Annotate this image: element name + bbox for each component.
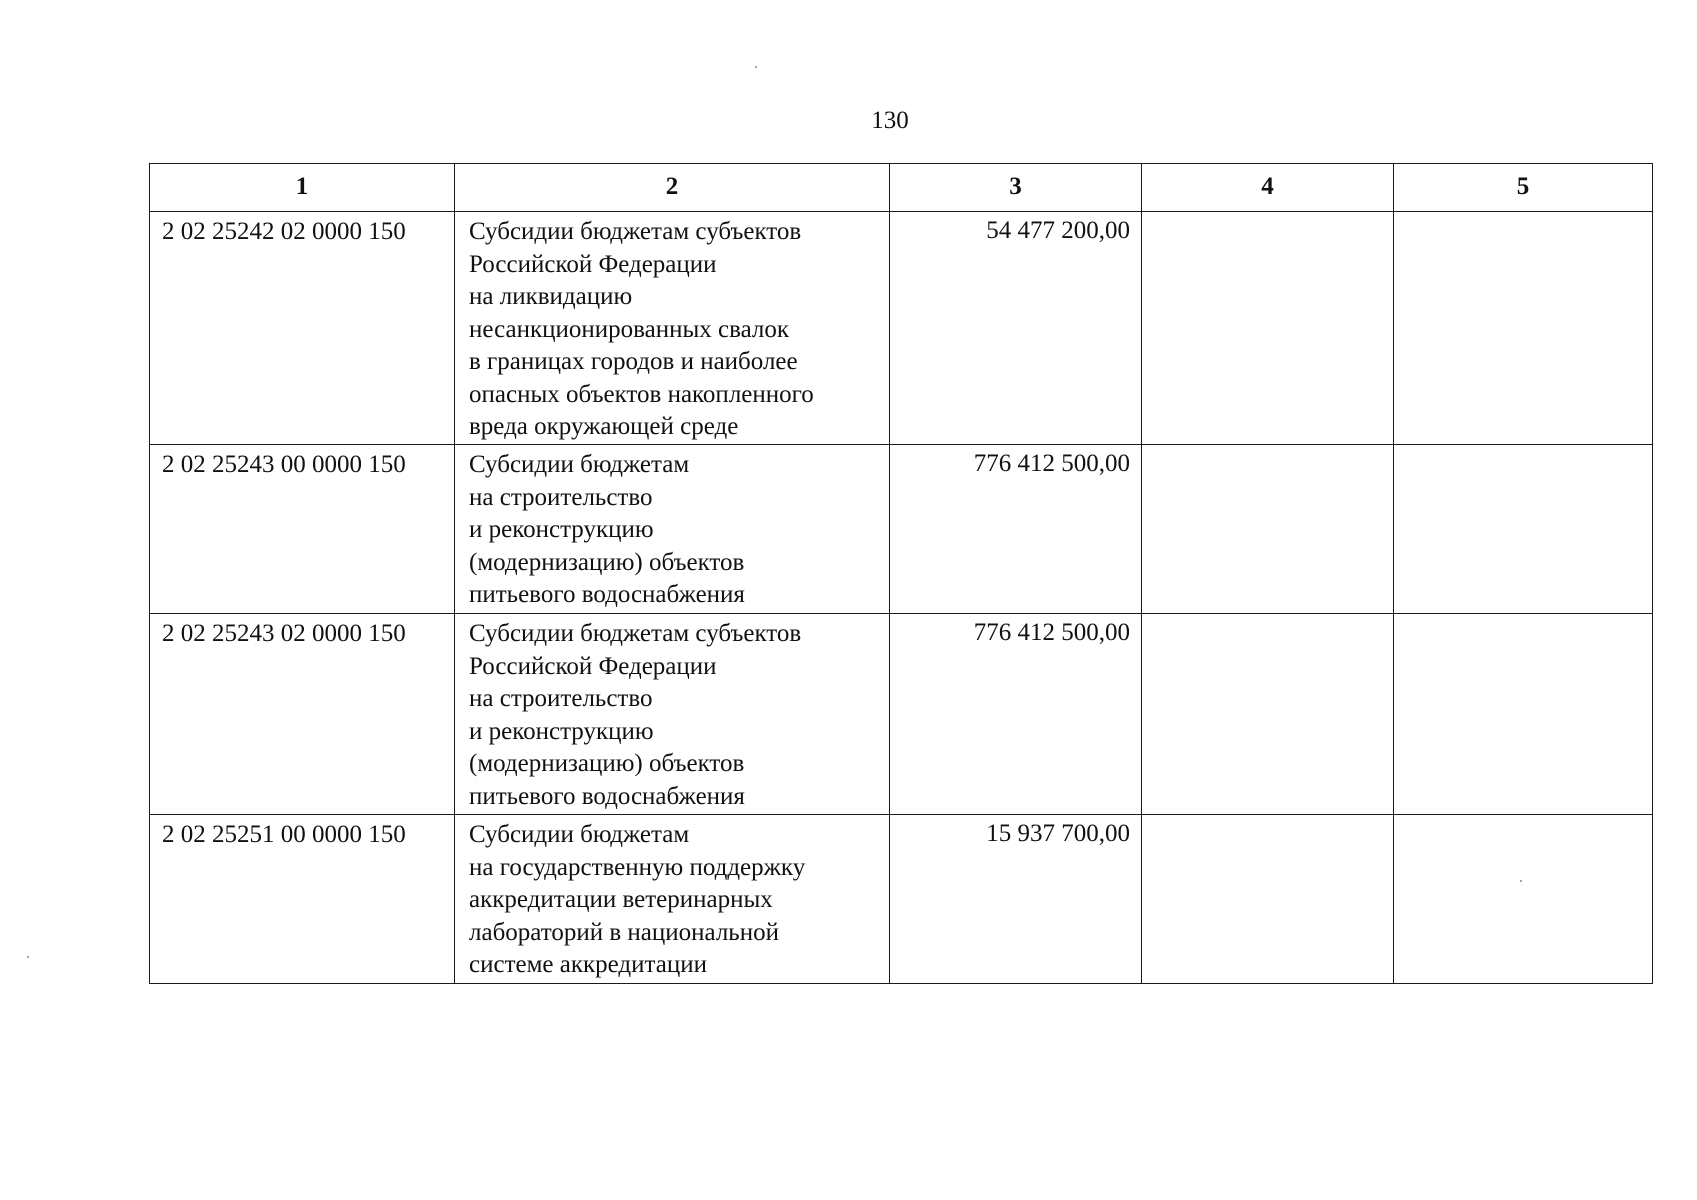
budget-item-name [455, 445, 890, 614]
name-line: (модернизацию) объектов [469, 750, 745, 777]
col-4-cell [1142, 614, 1394, 815]
name-line: питьевого водоснабжения [469, 782, 745, 810]
col-4-cell [1142, 212, 1394, 445]
name-line: и реконструкцию [469, 516, 654, 543]
header-row [150, 164, 1653, 212]
name-line: в границах городов и наиболее [469, 348, 798, 375]
table-row [150, 815, 1653, 984]
col-5-cell [1394, 815, 1653, 984]
budget-item-name [455, 815, 890, 984]
amount: 54 477 200,00 [890, 212, 1142, 445]
name-line: (модернизацию) объектов [469, 548, 745, 576]
col-5-cell [1394, 445, 1653, 614]
header-col-1: 1 [150, 164, 455, 212]
name-line: и реконструкцию [469, 717, 654, 745]
table-row [150, 445, 1653, 614]
name-line: несанкционированных свалок [469, 315, 790, 343]
name-line: Российской Федерации [469, 652, 717, 680]
amount: 776 412 500,00 [890, 614, 1142, 815]
name-line: на государственную поддержку [469, 853, 806, 881]
name-line: Субсидии бюджетам субъектов [469, 218, 802, 245]
table-body [150, 212, 1653, 984]
name-line: на ликвидацию [469, 283, 633, 310]
amount: 15 937 700,00 [890, 815, 1142, 984]
col-4-cell [1142, 445, 1394, 614]
name-line: на строительство [469, 483, 653, 511]
scan-speck [1520, 880, 1522, 882]
header-col-2: 2 [455, 164, 890, 212]
name-line: аккредитации ветеринарных [469, 886, 773, 913]
table-header [150, 164, 1653, 212]
col-5-cell [1394, 614, 1653, 815]
header-col-4: 4 [1142, 164, 1394, 212]
name-line: Субсидии бюджетам субъектов [469, 620, 802, 647]
name-line: опасных объектов накопленного [469, 380, 814, 408]
scan-speck [755, 66, 757, 68]
budget-code: 2 02 25242 02 0000 150 [150, 212, 455, 445]
name-line: Субсидии бюджетам [469, 451, 690, 478]
header-col-5: 5 [1394, 164, 1653, 212]
budget-code: 2 02 25251 00 0000 150 [150, 815, 455, 984]
name-line: Российской Федерации [469, 250, 717, 278]
name-line: на строительство [469, 685, 653, 712]
col-4-cell [1142, 815, 1394, 984]
name-line: питьевого водоснабжения [469, 581, 745, 608]
name-line: Субсидии бюджетам [469, 821, 690, 848]
budget-table [149, 163, 1653, 984]
name-line: системе аккредитации [469, 951, 707, 978]
name-line: вреда окружающей среде [469, 413, 739, 440]
name-line: лабораторий в национальной [469, 918, 779, 946]
col-5-cell [1394, 212, 1653, 445]
budget-item-name [455, 212, 890, 445]
budget-code: 2 02 25243 00 0000 150 [150, 445, 455, 614]
table-row [150, 614, 1653, 815]
amount: 776 412 500,00 [890, 445, 1142, 614]
table-row [150, 212, 1653, 445]
budget-code: 2 02 25243 02 0000 150 [150, 614, 455, 815]
page-number: 130 [871, 107, 909, 134]
header-col-3: 3 [890, 164, 1142, 212]
scan-speck [27, 956, 29, 958]
budget-item-name [455, 614, 890, 815]
